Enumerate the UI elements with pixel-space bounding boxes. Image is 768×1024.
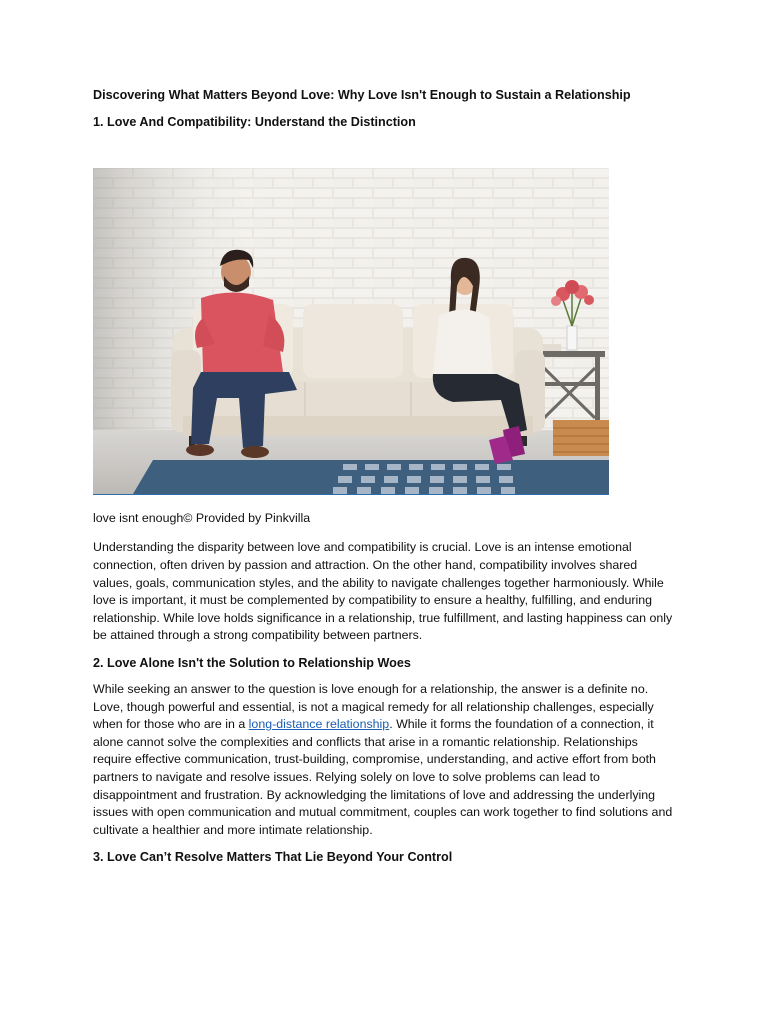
section-2-text-after-link: . While it forms the foundation of a connection, it alone cannot solve the complexities and conflicts that arise in a romantic relationship. Relationships require effective communication, trust-building, compromise, understanding, and active effort from both partners to navigate and resolve issues. Relying solely on love to solve problems can lead to disappointment and frustration. By acknowledging the limitations of love and addressing the underlying issues with open communication and mutual commitment, couples can work together to find solutions and cultivate a healthier and more intimate relationship. (93, 717, 673, 837)
image-caption: love isnt enough© Provided by Pinkvilla (93, 511, 311, 525)
section-3-heading: 3. Love Can’t Resolve Matters That Lie Beyond Your Control (93, 850, 453, 865)
section-2-paragraph (93, 681, 675, 839)
article-image (93, 168, 609, 495)
document-title: Discovering What Matters Beyond Love: Why Love Isn't Enough to Sustain a Relationship (93, 88, 631, 102)
section-1-paragraph: Understanding the disparity between love and compatibility is crucial. Love is an intense emotional connection, often driven by passion and attraction. On the other hand, compatibility involves shared values, goals, communication styles, and the ability to navigate challenges together harmoniously. While love is important, it must be complemented by compatibility to ensure a healthy, fulfilling, and enduring relationship. While love holds significance in a relationship, true fulfillment, and lasting happiness can only be attained through a strong compatibility between partners. (93, 540, 673, 643)
section-2-heading: 2. Love Alone Isn't the Solution to Relationship Woes (93, 655, 411, 670)
section-2-text-before-link: While seeking an answer to the question is love enough for a relationship, the answer is a definite no. Love, though powerful and essential, is not a magical remedy for all relationship challenges, especially when for those who are in a (93, 681, 654, 732)
long-distance-relationship-link[interactable]: long-distance relationship (248, 717, 390, 732)
section-1-heading: 1. Love And Compatibility: Understand the Distinction (93, 115, 416, 129)
couple-on-sofa-illustration (93, 168, 609, 494)
document-page (93, 86, 675, 866)
